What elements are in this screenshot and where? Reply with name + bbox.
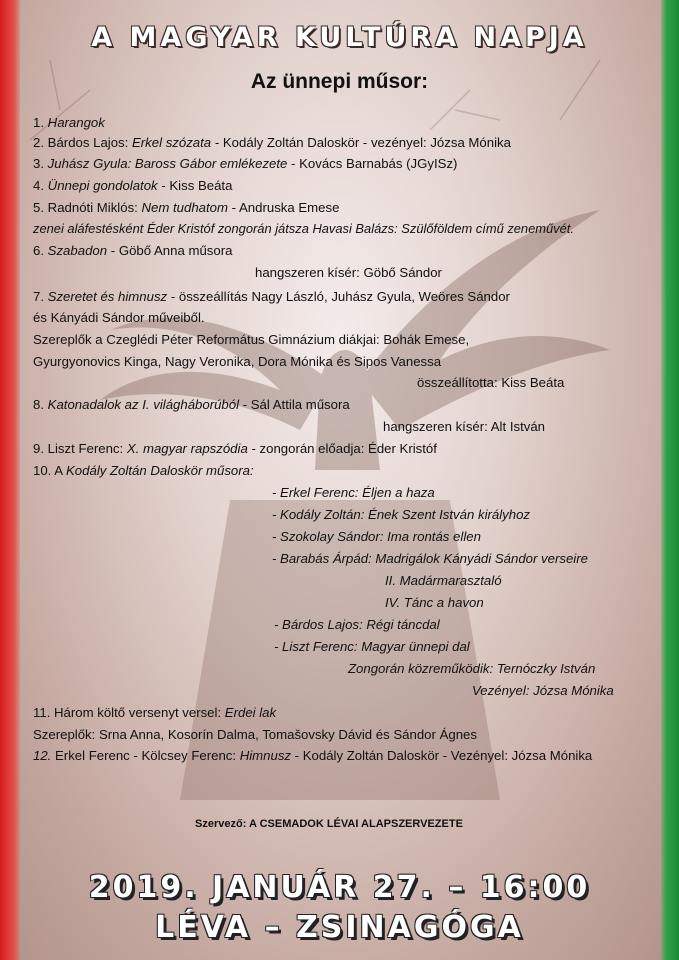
program-item-3: 3. Juhász Gyula: Baross Gábor emlékezete - Kovács Barnabás (JGyISz) — [33, 156, 458, 171]
program-item-1: 1. Harangok — [33, 115, 105, 130]
program-item-7-cast2: Gyurgyonovics Kinga, Nagy Veronika, Dora Mónika és Sipos Vanessa — [33, 354, 442, 369]
choir-pianist: Zongorán közreműködik: Ternóczky István — [348, 661, 596, 676]
bird-wing-right — [360, 210, 610, 430]
program-item-12: 12. Erkel Ferenc - Kölcsey Ferenc: Himnusz - Kodály Zoltán Daloskör - Vezényel: Józsa Mónika — [33, 748, 593, 763]
choir-song-4: - Barabás Árpád: Madrigálok Kányádi Sándor verseire — [272, 551, 588, 566]
poster-title: A MAGYAR KULTÚRA NAPJA — [91, 22, 588, 53]
program-item-7-compiler: összeállította: Kiss Beáta — [417, 375, 565, 390]
program-item-5-note: zenei aláfestésként Éder Kristóf zongorán játsza Havasi Balázs: Szülőföldem című zeneművét. — [33, 221, 574, 236]
choir-song-3: - Szokolay Sándor: Ima rontás ellen — [272, 529, 481, 544]
choir-song-1: - Erkel Ferenc: Éljen a haza — [272, 485, 435, 500]
program-item-2: 2. Bárdos Lajos: Erkel szózata - Kodály Zoltán Daloskör - vezényel: Józsa Mónika — [33, 135, 511, 150]
flag-stripe-green — [661, 0, 679, 960]
choir-song-5: - Bárdos Lajos: Régi táncdal — [274, 617, 440, 632]
choir-conductor: Vezényel: Józsa Mónika — [472, 683, 614, 698]
program-item-4: 4. Ünnepi gondolatok - Kiss Beáta — [33, 178, 233, 193]
program-item-7-line2: és Kányádi Sándor műveiből. — [33, 310, 205, 325]
program-item-5: 5. Radnóti Miklós: Nem tudhatom - Andruska Emese — [33, 200, 340, 215]
program-item-8-accompanist: hangszeren kísér: Alt István — [383, 419, 546, 434]
event-place: LÉVA – ZSINAGÓGA — [155, 910, 524, 945]
organizer-text: Szervező: A CSEMADOK LÉVAI ALAPSZERVEZETE — [195, 818, 463, 830]
program-item-7-cast: Szereplők a Czeglédi Péter Református Gimnázium diákjai: Bohák Emese, — [33, 332, 470, 347]
choir-song-4-part4: IV. Tánc a havon — [385, 595, 484, 610]
choir-song-2: - Kodály Zoltán: Ének Szent István királyhoz — [272, 507, 531, 522]
program-item-6-accompanist: hangszeren kísér: Göbő Sándor — [255, 265, 442, 280]
program-item-11: 11. Három költő versenyt versel: Erdei lak — [33, 705, 277, 720]
program-subtitle: Az ünnepi műsor: — [250, 70, 429, 93]
program-item-9: 9. Liszt Ferenc: X. magyar rapszódia - zongorán előadja: Éder Kristóf — [33, 441, 437, 456]
flag-stripe-red — [0, 0, 20, 960]
program-item-6: 6. Szabadon - Göbő Anna műsora — [33, 243, 233, 258]
program-item-8: 8. Katonadalok az I. világháborúból - Sál Attila műsora — [33, 397, 350, 412]
program-item-11-cast: Szereplők: Srna Anna, Kosorín Dalma, Tomašovsky Dávid és Sándor Ágnes — [33, 727, 477, 742]
program-item-7: 7. Szeretet és himnusz - összeállítás Nagy László, Juhász Gyula, Weöres Sándor — [33, 289, 510, 304]
event-date: 2019. JANUÁR 27. – 16:00 — [88, 870, 591, 905]
program-item-10: 10. A Kodály Zoltán Daloskör műsora: — [33, 463, 254, 478]
choir-song-6: - Liszt Ferenc: Magyar ünnepi dal — [274, 639, 470, 654]
choir-song-4-part2: II. Madármarasztaló — [385, 573, 502, 588]
